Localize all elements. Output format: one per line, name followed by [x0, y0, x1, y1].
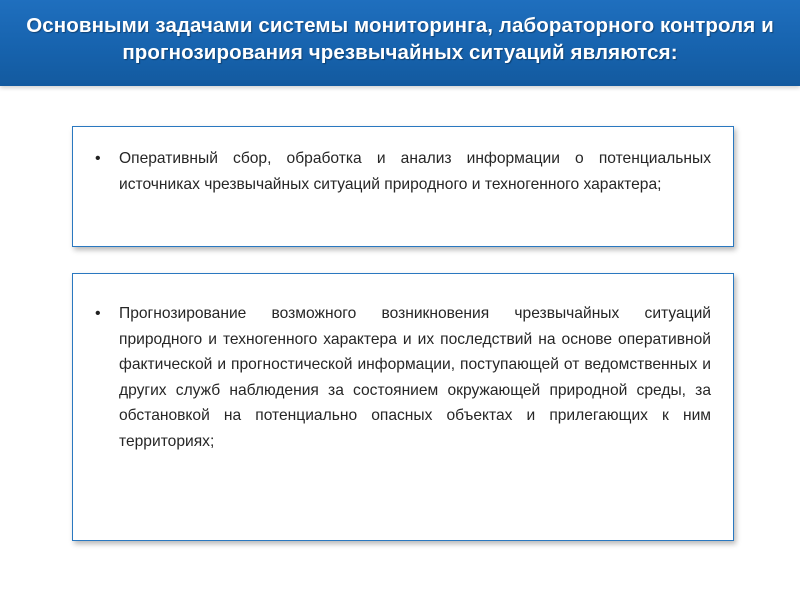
- task-card-forecasting: [72, 273, 734, 541]
- bullet-list: [73, 146, 733, 197]
- slide-title: Основными задачами системы мониторинга, лабораторного контроля и прогнозирования чрезвычайных ситуаций являются:: [26, 14, 774, 64]
- bullet-list: [73, 301, 733, 454]
- bullet-icon: •: [95, 305, 101, 322]
- task-text: Оперативный сбор, обработка и анализ информации о потенциальных источниках чрезвычайных ситуаций природного и техногенного характера;: [119, 150, 711, 193]
- list-item: [73, 301, 733, 454]
- title-bar: [0, 0, 800, 86]
- task-text: Прогнозирование возможного возникновения чрезвычайных ситуаций природного и техногенного характера и их последствий на основе оперативной фактической и прогностической информации, поступающей от ведомственных и других служб наблюдения за состоянием окружающей природной среды, за обстановкой на потенциально опасных объектах и прилегающих к ним территориях;: [119, 305, 711, 450]
- bullet-icon: •: [95, 150, 101, 167]
- task-card-monitoring: [72, 126, 734, 247]
- list-item: [73, 146, 733, 197]
